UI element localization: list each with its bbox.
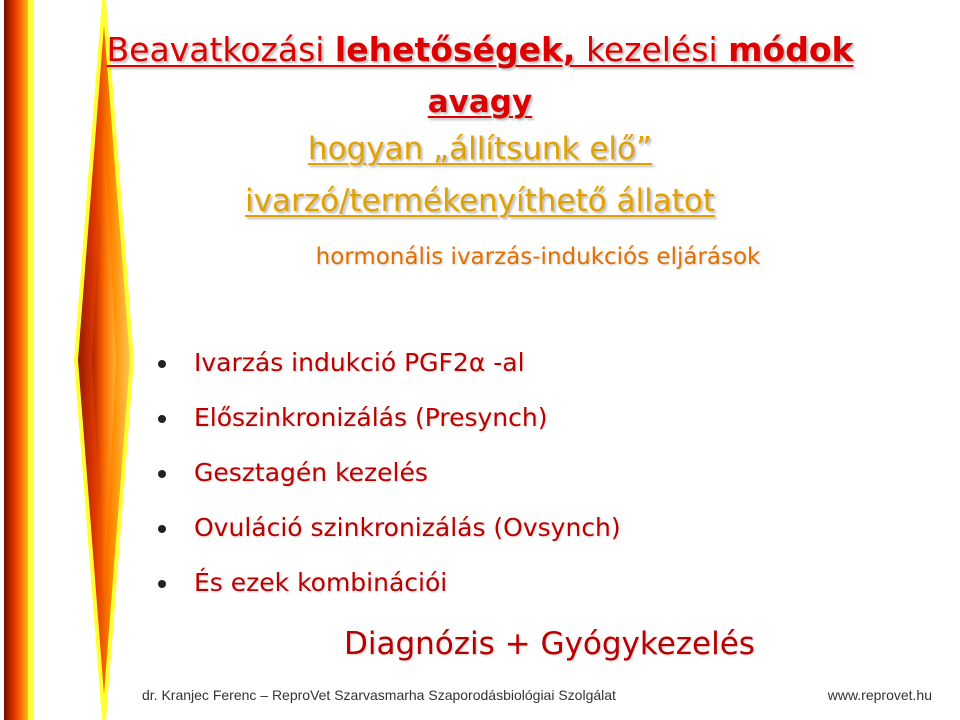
bullet-item: [150, 568, 621, 623]
title-part-4: módok: [728, 30, 854, 69]
bullet-text: Ivarzás indukció PGF2α -al: [194, 348, 525, 377]
bullet-list: [150, 348, 621, 623]
title-line-3: hogyan „állítsunk elő”: [307, 131, 653, 167]
bullet-text: És ezek kombinációi: [194, 568, 448, 597]
slide-subtitle: hormonális ivarzás-indukciós eljárások: [315, 244, 761, 270]
title-part-2: lehetőségek,: [334, 30, 576, 69]
title-line-4: ivarzó/termékenyíthető állatot: [245, 183, 715, 219]
footer-website: www.reprovet.hu: [827, 687, 932, 703]
bullet-dot-icon: [158, 580, 166, 588]
bullet-dot-icon: [158, 525, 166, 533]
bullet-dot-icon: [158, 360, 166, 368]
bullet-text: Ovuláció szinkronizálás (Ovsynch): [194, 513, 621, 542]
title-part-3: kezelési: [575, 30, 729, 69]
conclusion-text: Diagnózis + Gyógykezelés: [344, 626, 755, 662]
bullet-item: [150, 403, 621, 458]
title-line-2: avagy: [427, 84, 533, 120]
bullet-item: [150, 348, 621, 403]
bullet-item: [150, 458, 621, 513]
title-part-1: Beavatkozási: [106, 30, 335, 69]
bullet-item: [150, 513, 621, 568]
bullet-dot-icon: [158, 415, 166, 423]
bullet-dot-icon: [158, 470, 166, 478]
bullet-text: Gesztagén kezelés: [194, 458, 428, 487]
bullet-text: Előszinkronizálás (Presynch): [194, 403, 548, 432]
title-line-1: [0, 30, 960, 69]
footer-author: dr. Kranjec Ferenc – ReproVet Szarvasmarha Szaporodásbiológiai Szolgálat: [142, 687, 616, 703]
